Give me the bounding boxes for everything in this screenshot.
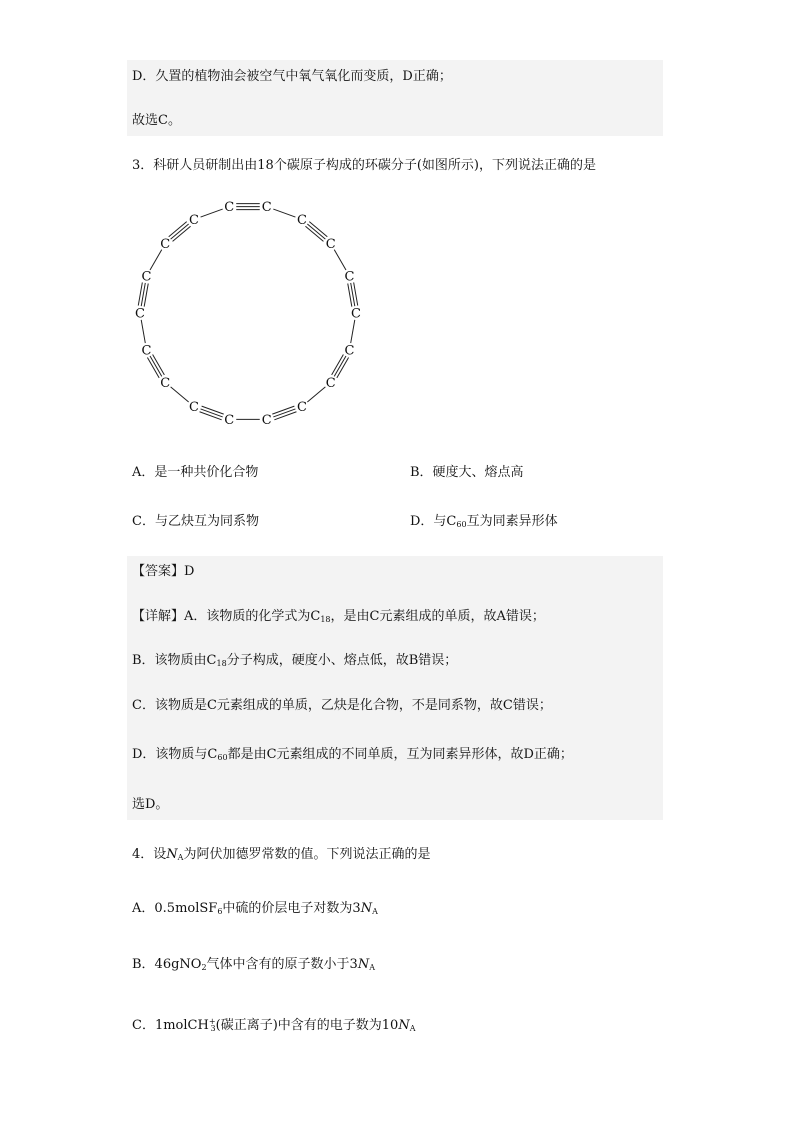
q3-option-b: B．硬度大、熔点高: [410, 465, 524, 480]
q4-option-c: C．1molCH+$_3$(碳正离子)中含有的电子数为$10N_A$: [132, 1017, 416, 1033]
carbon-atom-label: C: [325, 237, 336, 253]
cyclo-carbon-diagram: [120, 192, 380, 442]
bond-line: [309, 222, 327, 237]
bond-line: [334, 250, 346, 270]
q3-option-a: A．是一种共价化合物: [132, 465, 259, 480]
bond-line: [305, 226, 323, 241]
ring-structure: [135, 200, 361, 428]
carbon-atom-label: C: [297, 400, 307, 416]
bond-line: [150, 356, 162, 376]
carbon-atom-label: C: [325, 375, 336, 391]
bond-line: [201, 209, 223, 217]
carbon-atom-label: C: [135, 306, 145, 322]
carbon-atom-label: C: [189, 400, 199, 416]
carbon-atom-label: C: [297, 212, 307, 228]
bond-line: [147, 358, 159, 378]
carbon-atom-label: C: [189, 212, 199, 228]
carbon-atom-label: C: [224, 412, 235, 428]
bond-line: [332, 355, 344, 375]
answer-block: [127, 556, 663, 820]
q3-detail-c: C．该物质是C元素组成的单质，乙炔是化合物，不是同系物，故C错误；: [132, 698, 552, 713]
bond-line: [337, 358, 349, 378]
q4-option-a: A．0.5molSF$_6$中硫的价层电子对数为$3N_A$: [132, 901, 378, 916]
carbon-atom-label: C: [160, 375, 171, 391]
q3-option-d: D．与$C_{60}$互为同素异形体: [410, 514, 558, 529]
bond-line: [351, 320, 355, 343]
bond-line: [173, 226, 191, 241]
q3-answer: 【答案】D: [132, 564, 195, 579]
prev-solution-d: D．久置的植物油会被空气中氧气氧化而变质，D正确；: [132, 69, 452, 84]
bond-line: [171, 224, 189, 239]
bond-line: [150, 250, 162, 270]
carbon-atom-label: C: [224, 200, 235, 216]
carbon-atom-label: C: [261, 412, 272, 428]
bond-line: [171, 387, 189, 402]
carbon-atom-label: C: [160, 237, 171, 253]
bond-line: [169, 222, 187, 237]
q3-stem: 3．科研人员研制出由18个碳原子构成的环碳分子(如图所示)，下列说法正确的是: [132, 158, 596, 173]
carbon-atom-label: C: [261, 200, 272, 216]
carbon-atom-label: C: [351, 306, 361, 322]
carbon-atom-label: C: [141, 343, 152, 359]
q3-choose: 选D。: [132, 797, 169, 812]
q3-option-c: C．与乙炔互为同系物: [132, 514, 259, 529]
q4-option-b: B．46gNO$_2$气体中含有的原子数小于$3N_A$: [132, 957, 375, 972]
bond-line: [273, 209, 295, 217]
prev-choose: 故选C。: [132, 113, 181, 128]
q4-stem: 4．设$N_A$为阿伏加德罗常数的值。下列说法正确的是: [132, 847, 431, 862]
q3-detail-b: B．该物质由$C_{18}$分子构成，硬度小、熔点低，故B错误；: [132, 653, 458, 668]
q3-detail-d: D．该物质与$C_{60}$都是由C元素组成的不同单质，互为同素异形体，故D正确；: [132, 747, 573, 762]
carbon-atom-label: C: [344, 343, 355, 359]
q3-detail-a: 【详解】A．该物质的化学式为$C_{18}$，是由C元素组成的单质，故A错误；: [132, 609, 545, 624]
carbon-atom-label: C: [344, 269, 355, 285]
bond-line: [141, 320, 145, 343]
bond-line: [307, 387, 325, 402]
bond-line: [334, 356, 346, 376]
bond-line: [153, 355, 165, 375]
carbon-atom-label: C: [141, 269, 152, 285]
bond-line: [307, 224, 325, 239]
